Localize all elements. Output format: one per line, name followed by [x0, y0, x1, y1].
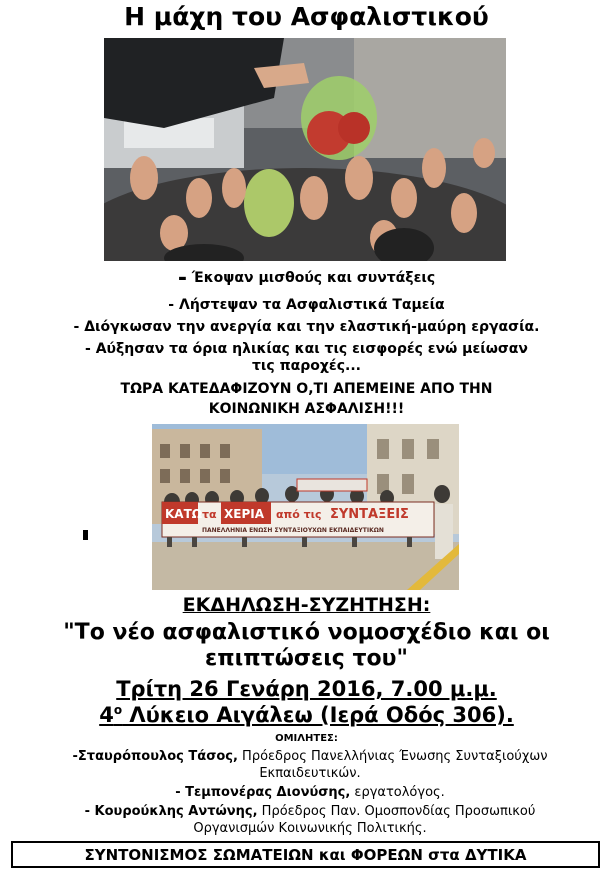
speaker-3	[30, 803, 590, 820]
footer-part-4: στα	[422, 846, 465, 864]
footer-part-1: ΣΥΝΤΟΝΙΣΜΟΣ ΣΩΜΑΤΕΙΩΝ	[84, 846, 314, 864]
banner-word-2: τα	[202, 508, 217, 521]
speaker-2-role: εργατολόγος.	[350, 785, 445, 800]
banner-subtext: ΠΑΝΕΛΛΗΝΙΑ ΕΝΩΣΗ ΣΥΝΤΑΞΙΟΥΧΩΝ ΕΚΠΑΙΔΕΥΤΙΚΩΝ	[202, 527, 384, 534]
event-heading: ΕΚΔΗΛΩΣΗ-ΣΥΖΗΤΗΣΗ:	[182, 594, 431, 616]
event-place-number: 4	[99, 703, 114, 727]
dash-mark: -	[177, 266, 188, 291]
stray-mark	[83, 530, 88, 540]
grievance-text-1: Έκοψαν μισθούς και συντάξεις	[191, 270, 436, 286]
speaker-3-name: - Κουρούκλης Αντώνης,	[84, 804, 258, 819]
banner-word-3: ΧΕΡΙΑ	[224, 507, 264, 521]
slogan-line-1: ΤΩΡΑ ΚΑΤΕΔΑΦΙΖΟΥΝ Ο,ΤΙ ΑΠΕΜΕΙΝΕ ΑΠΟ ΤΗΝ	[120, 381, 493, 397]
event-topic: "Το νέο ασφαλιστικό νομοσχέδιο και οι επιπτώσεις του"	[63, 620, 550, 671]
banner-word-5: ΣΥΝΤΑΞΕΙΣ	[330, 507, 409, 522]
banner-word-4: από τις	[276, 508, 322, 521]
event-place-text: Λύκειο Αιγάλεω (Ιερά Οδός 306).	[122, 703, 514, 727]
footer-banner	[11, 841, 600, 868]
event-place	[0, 703, 613, 727]
grievance-line-2: - Λήστεψαν τα Ασφαλιστικά Ταμεία	[168, 297, 445, 313]
footer-part-3: ΦΟΡΕΩΝ	[350, 846, 423, 864]
crowd-food-photo	[104, 38, 506, 261]
grievance-line-3: - Διόγκωσαν την ανεργία και την ελαστική-μαύρη εργασία.	[73, 319, 540, 335]
event-place-ordinal: ο	[113, 703, 123, 717]
speakers-heading: ΟΜΙΛΗΤΕΣ:	[275, 733, 338, 744]
grievance-line-1	[0, 266, 613, 291]
footer-text	[13, 846, 598, 864]
grievance-line-4b: τις παροχές...	[252, 358, 361, 374]
speaker-1-name: -Σταυρόπουλος Τάσος,	[72, 749, 238, 764]
protest-photo	[152, 424, 459, 590]
speaker-2-name: - Τεμπονέρας Διονύσης,	[175, 785, 351, 800]
speaker-3-role: Πρόεδρος Παν. Ομοσπονδίας Προσωπικού	[257, 804, 536, 819]
speaker-3-role-cont: Οργανισμών Κοινωνικής Πολιτικής.	[193, 821, 427, 836]
banner-word-1: ΚΑΤΩ	[165, 507, 202, 521]
speaker-1-role: Πρόεδρος Πανελλήνιας Ένωσης Συνταξιούχων	[237, 749, 548, 764]
speaker-2	[30, 784, 590, 801]
grievance-line-4a: - Αύξησαν τα όρια ηλικίας και τις εισφορές ενώ μείωσαν	[85, 341, 528, 357]
footer-part-2: και	[313, 846, 351, 864]
event-date: Τρίτη 26 Γενάρη 2016, 7.00 μ.μ.	[116, 677, 497, 701]
footer-part-5: ΔΥΤΙΚΑ	[464, 846, 527, 864]
speaker-1-role-cont: Εκπαιδευτικών.	[259, 766, 361, 781]
speaker-1	[30, 748, 590, 765]
slogan-line-2: ΚΟΙΝΩΝΙΚΗ ΑΣΦΑΛΙΣΗ!!!	[208, 401, 405, 417]
page-title: Η μάχη του Ασφαλιστικού	[124, 2, 489, 31]
